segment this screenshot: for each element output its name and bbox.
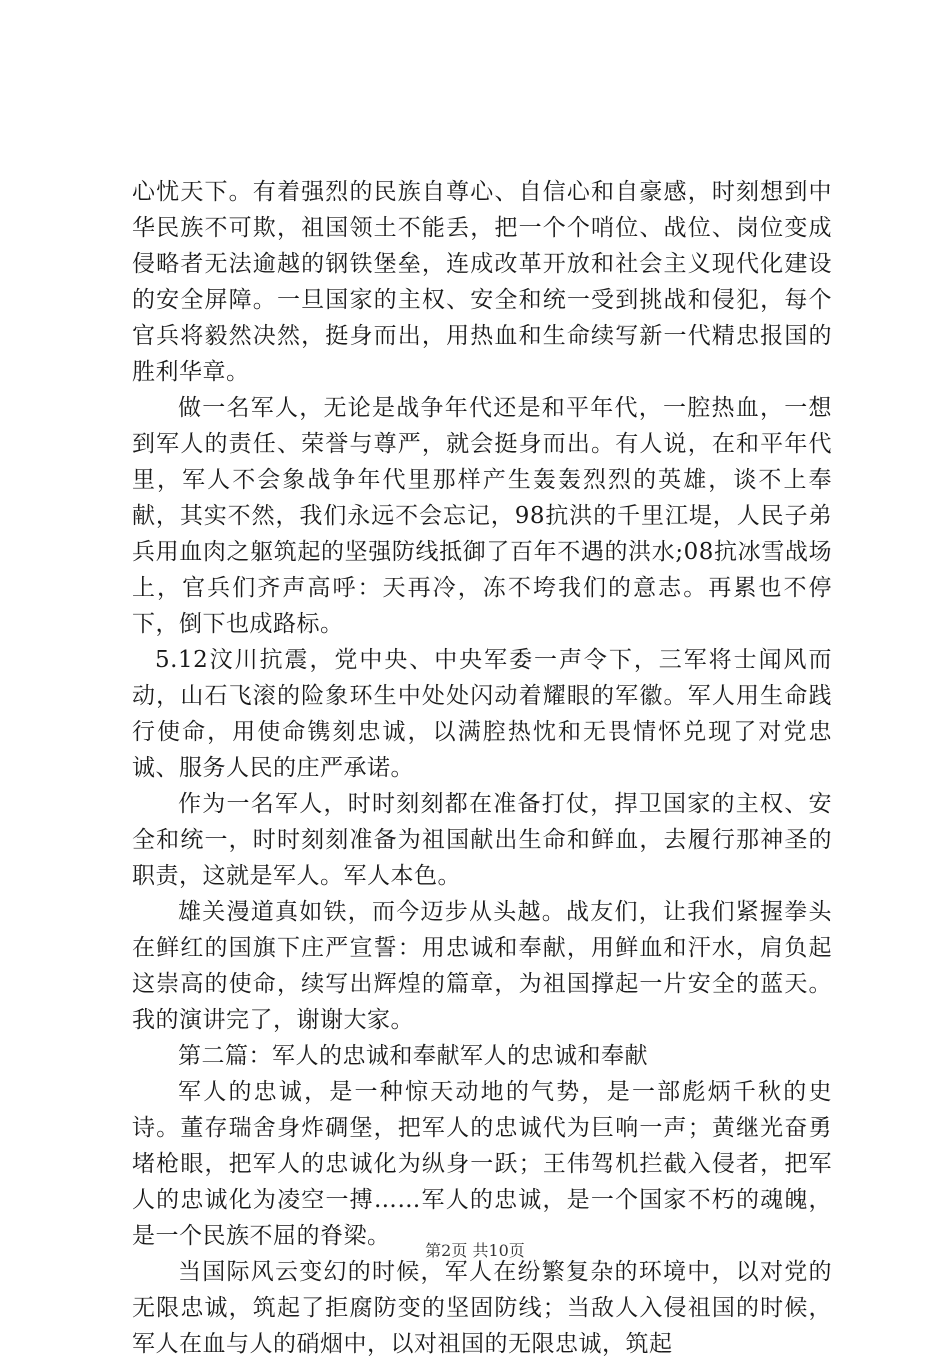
paragraph: 5.12汶川抗震，党中央、中央军委一声令下，三军将士闻风而动，山石飞滚的险象环生中处处闪动着耀眼的军徽。军人用生命践行使命，用使命镌刻忠诚，以满腔热忱和无畏情怀兑现了对党忠诚、服务人民的庄严承诺。 (132, 647, 832, 781)
paragraph: 雄关漫道真如铁，而今迈步从头越。战友们，让我们紧握拳头在鲜红的国旗下庄严宣誓：用忠诚和奉献，用鲜血和汗水，肩负起这崇高的使命，续写出辉煌的篇章，为祖国撑起一片安全的蓝天。我的演讲完了，谢谢大家。 (132, 899, 832, 1033)
document-body (132, 174, 832, 1362)
paragraph-continuation: 心忧天下。有着强烈的民族自尊心、自信心和自豪感，时刻想到中华民族不可欺，祖国领土不能丢，把一个个哨位、战位、岗位变成侵略者无法逾越的钢铁堡垒，连成改革开放和社会主义现代化建设的安全屏障。一旦国家的主权、安全和统一受到挑战和侵犯，每个官兵将毅然决然，挺身而出，用热血和生命续写新一代精忠报国的胜利华章。 (132, 179, 832, 385)
paragraph: 作为一名军人，时时刻刻都在准备打仗，捍卫国家的主权、安全和统一，时时刻刻准备为祖国献出生命和鲜血，去履行那神圣的职责，这就是军人。军人本色。 (132, 791, 832, 889)
paragraph: 当国际风云变幻的时候，军人在纷繁复杂的环境中，以对党的无限忠诚，筑起了拒腐防变的坚固防线；当敌人入侵祖国的时候，军人在血与人的硝烟中，以对祖国的无限忠诚，筑起 (132, 1259, 832, 1357)
paragraph: 做一名军人，无论是战争年代还是和平年代，一腔热血，一想到军人的责任、荣誉与尊严，就会挺身而出。有人说，在和平年代里，军人不会象战争年代里那样产生轰轰烈烈的英雄，谈不上奉献，其实不然，我们永远不会忘记，98抗洪的千里江堤，人民子弟兵用血肉之躯筑起的坚强防线抵御了百年不遇的洪水;08抗冰雪战场上，官兵们齐声高呼：天再冷，冻不垮我们的意志。再累也不停下，倒下也成路标。 (132, 395, 832, 637)
paragraph: 军人的忠诚，是一种惊天动地的气势，是一部彪炳千秋的史诗。董存瑞舍身炸碉堡，把军人的忠诚代为巨响一声；黄继光奋勇堵枪眼，把军人的忠诚化为纵身一跃；王伟驾机拦截入侵者，把军人的忠诚化为凌空一搏……军人的忠诚，是一个国家不朽的魂魄，是一个民族不屈的脊梁。 (132, 1079, 832, 1249)
page-number-footer: 第2页 共10页 (425, 1241, 525, 1260)
section-heading: 第二篇：军人的忠诚和奉献军人的忠诚和奉献 (178, 1043, 648, 1069)
